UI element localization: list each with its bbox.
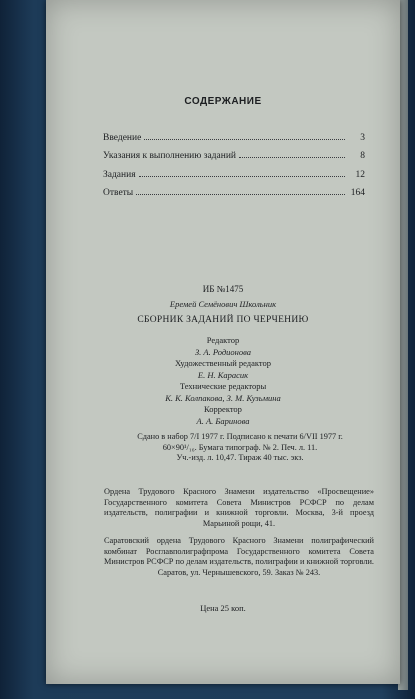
credit-names: А. А. Баринова xyxy=(196,415,250,426)
toc-leader-dots xyxy=(136,194,345,195)
book-page xyxy=(46,0,400,684)
publisher-paragraph: Ордена Трудового Красного Знамени издательство «Просвещение» Государственного комитета Совета Министров РСФСР по делам издательств, полиграфии и книжной торговли. Москва, 3-й проезд Марьиной рощи, 41. xyxy=(104,487,374,528)
toc-item-label: Задания xyxy=(103,169,136,180)
toc-item xyxy=(103,143,365,162)
credit-names: К. К. Колпакова, З. М. Кузьмина xyxy=(165,392,281,403)
credit-names: Е. Н. Карасик xyxy=(197,369,249,380)
credits-block xyxy=(46,335,400,427)
toc-leader-dots xyxy=(239,157,345,158)
toc-item-page: 3 xyxy=(360,132,365,143)
pubinfo-line: 60×90¹/₁₆. Бумага типограф. № 2. Печ. л. 11. xyxy=(162,442,318,452)
toc-item xyxy=(103,180,365,199)
toc-item-page: 164 xyxy=(350,188,365,198)
credit-role: Художественный редактор xyxy=(174,358,272,368)
toc-item xyxy=(103,124,365,143)
book-title: СБОРНИК ЗАДАНИЙ ПО ЧЕРЧЕНИЮ xyxy=(137,315,309,325)
toc-item-page: 12 xyxy=(355,169,365,180)
toc-item xyxy=(103,161,365,180)
credit-role: Технические редакторы xyxy=(179,381,267,391)
printer-paragraph: Саратовский ордена Трудового Красного Знамени полиграфический комбинат Росглавполиграфпрома Государственного комитета Совета Министров РСФСР по делам издательств, полиграфии и книжной торговли. Саратов, ул. Чернышевского, 59. Заказ № 243. xyxy=(104,536,374,577)
toc-title: СОДЕРЖАНИЕ xyxy=(184,96,262,107)
toc-item-page: 8 xyxy=(360,151,365,161)
price: Цена 25 коп. xyxy=(200,603,246,613)
ib-number: ИБ №1475 xyxy=(202,284,244,294)
credit-names: З. А. Родионова xyxy=(194,346,252,357)
credit-role: Редактор xyxy=(206,335,240,345)
pubinfo-line: Сдано в набор 7/I 1977 г. Подписано к печати 6/VII 1977 г. xyxy=(137,432,343,441)
author-name: Еремей Семёнович Школьник xyxy=(169,299,277,309)
toc-leader-dots xyxy=(139,176,345,177)
toc-item-label: Ответы xyxy=(103,188,134,198)
toc-item-label: Указания к выполнению заданий xyxy=(103,151,236,161)
table-of-contents xyxy=(103,124,365,198)
publication-info xyxy=(110,432,370,464)
toc-leader-dots xyxy=(144,139,345,140)
pubinfo-line: Уч.-изд. л. 10,47. Тираж 40 тыс. экз. xyxy=(176,453,304,462)
toc-item-label: Введение xyxy=(103,132,142,143)
credit-role: Корректор xyxy=(204,404,242,414)
